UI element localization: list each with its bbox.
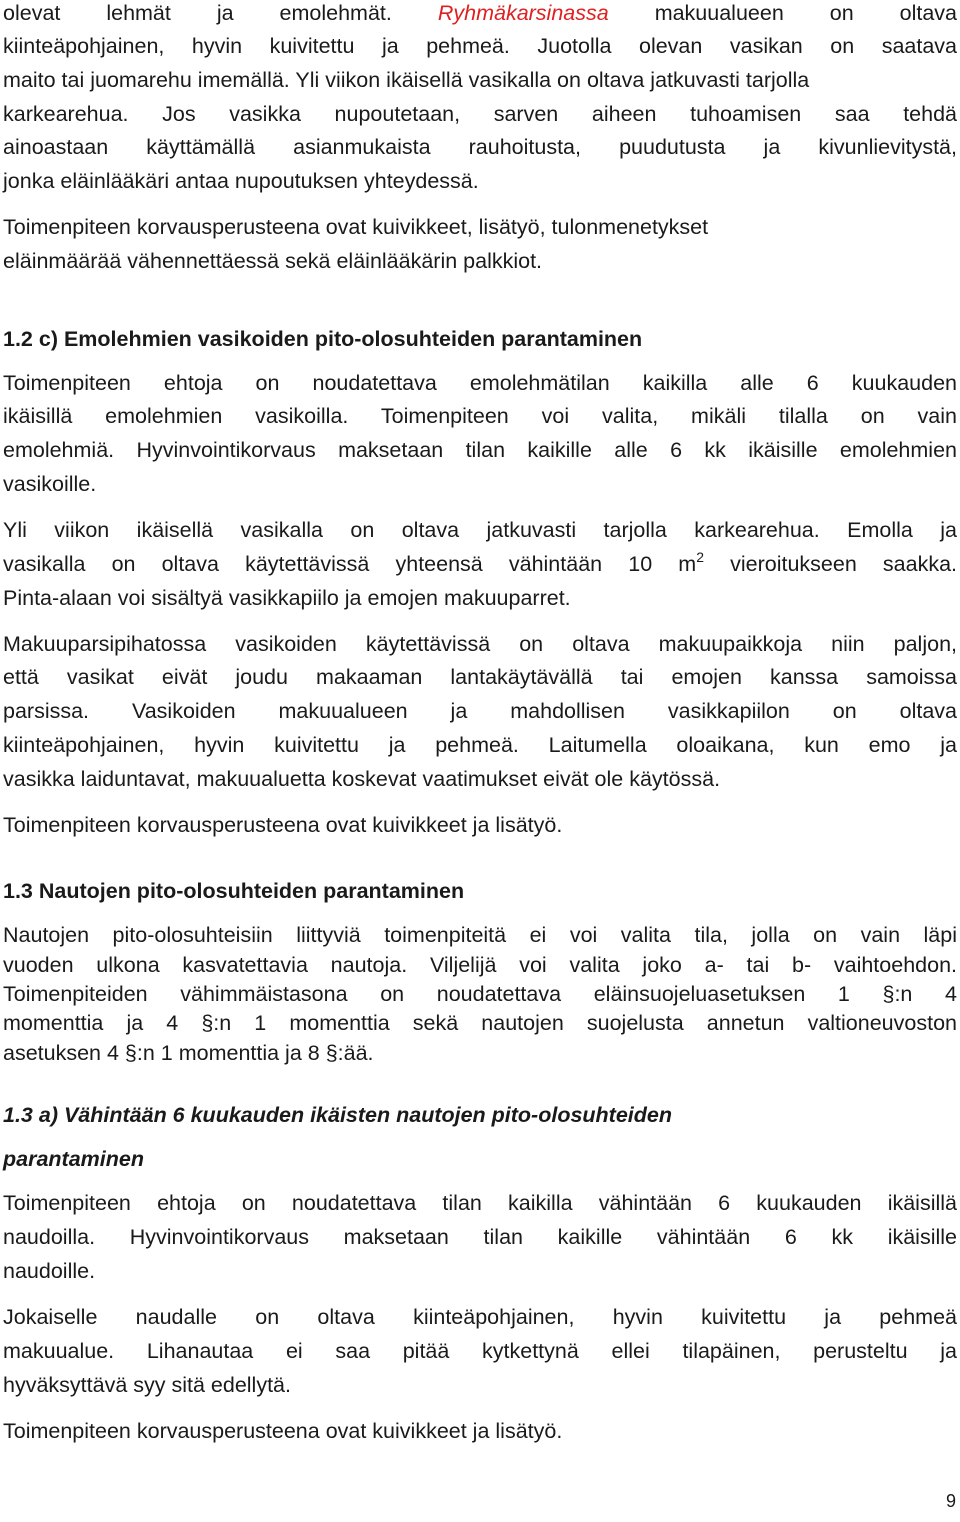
paragraph-line: asetuksen 4 §:n 1 momenttia ja 8 §:ää. <box>3 1041 374 1065</box>
paragraph-line: makuualue. Lihanautaa ei saa pitää kytkettynä ellei tilapäinen, perusteltu ja <box>3 1339 957 1363</box>
superscript: 2 <box>696 549 704 565</box>
paragraph-line: naudoille. <box>3 1259 96 1283</box>
text-span: vieroitukseen saakka. <box>703 552 957 576</box>
text-span: olevat lehmät ja emolehmät. <box>3 1 392 25</box>
paragraph-line: vuoden ulkona kasvatettavia nautoja. Viljelijä voi valita joko a- tai b- vaihtoehdon. <box>3 953 957 977</box>
paragraph-line: naudoilla. Hyvinvointikorvaus maksetaan tilan kaikille vähintään 6 kk ikäisille <box>3 1225 957 1249</box>
paragraph-line: hyväksyttävä syy sitä edellytä. <box>3 1373 291 1397</box>
paragraph-line: Jokaiselle naudalle on oltava kiinteäpohjainen, hyvin kuivitettu ja pehmeä <box>3 1305 957 1329</box>
paragraph-line: Toimenpiteiden vähimmäistasona on noudatettava eläinsuojeluasetuksen 1 §:n 4 <box>3 982 957 1006</box>
text-span: makuualueen on oltava <box>654 1 957 25</box>
paragraph-line <box>3 547 957 581</box>
paragraph-line: Nautojen pito-olosuhteisiin liittyviä toimenpiteitä ei voi valita tila, jolla on vain läpi <box>3 923 957 947</box>
paragraph-line: vasikka laiduntavat, makuualuetta koskevat vaatimukset eivät ole käytössä. <box>3 767 721 791</box>
paragraph-line: Toimenpiteen ehtoja on noudatettava tilan kaikilla vähintään 6 kuukauden ikäisillä <box>3 1191 957 1215</box>
paragraph-line: Pinta-alaan voi sisältyä vasikkapiilo ja emojen makuuparret. <box>3 586 571 610</box>
paragraph-line: momenttia ja 4 §:n 1 momenttia sekä nautojen suojelusta annetun valtioneuvoston <box>3 1011 957 1035</box>
section-heading-continued: parantaminen <box>3 1147 144 1171</box>
paragraph-line: jonka eläinlääkäri antaa nupoutuksen yhteydessä. <box>3 169 479 193</box>
paragraph-line: Toimenpiteen korvausperusteena ovat kuivikkeet ja lisätyö. <box>3 1419 563 1443</box>
section-heading: 1.3 a) Vähintään 6 kuukauden ikäisten nautojen pito-olosuhteiden <box>3 1103 672 1127</box>
paragraph-line: Toimenpiteen ehtoja on noudatettava emolehmätilan kaikilla alle 6 kuukauden <box>3 371 957 395</box>
paragraph-line: kiinteäpohjainen, hyvin kuivitettu ja pehmeä. Juotolla olevan vasikan on saatava <box>3 34 957 58</box>
paragraph-line: karkearehua. Jos vasikka nupoutetaan, sarven aiheen tuhoamisen saa tehdä <box>3 102 957 126</box>
paragraph-line: Toimenpiteen korvausperusteena ovat kuivikkeet ja lisätyö. <box>3 813 563 837</box>
section-heading: 1.2 c) Emolehmien vasikoiden pito-olosuhteiden parantaminen <box>3 327 643 351</box>
paragraph-line: maito tai juomarehu imemällä. Yli viikon ikäisellä vasikalla on oltava jatkuvasti tarjolla <box>3 68 810 92</box>
paragraph-line <box>3 0 957 30</box>
italic-red-term: Ryhmäkarsinassa <box>437 1 609 25</box>
paragraph-line: että vasikat eivät joudu makaaman lantakäytävällä tai emojen kanssa samoissa <box>3 665 957 689</box>
paragraph-line: Makuuparsipihatossa vasikoiden käytettävissä on oltava makuupaikkoja niin paljon, <box>3 632 957 656</box>
section-heading: 1.3 Nautojen pito-olosuhteiden parantaminen <box>3 879 465 903</box>
paragraph-line: Yli viikon ikäisellä vasikalla on oltava jatkuvasti tarjolla karkearehua. Emolla ja <box>3 518 957 542</box>
paragraph-line: Toimenpiteen korvausperusteena ovat kuivikkeet, lisätyö, tulonmenetykset <box>3 215 709 239</box>
paragraph-line: kiinteäpohjainen, hyvin kuivitettu ja pehmeä. Laitumella oloaikana, kun emo ja <box>3 733 957 757</box>
paragraph-line: emolehmiä. Hyvinvointikorvaus maksetaan tilan kaikille alle 6 kk ikäisille emolehmien <box>3 438 957 462</box>
paragraph-line: parsissa. Vasikoiden makuualueen ja mahdollisen vasikkapiilon on oltava <box>3 699 957 723</box>
paragraph-line: vasikoille. <box>3 472 97 496</box>
page-number: 9 <box>945 1491 956 1511</box>
paragraph-line: eläinmäärää vähennettäessä sekä eläinlääkärin palkkiot. <box>3 249 543 273</box>
text-span: vasikalla on oltava käytettävissä yhteensä vähintään 10 m <box>3 552 697 576</box>
paragraph-line: ikäisillä emolehmien vasikoilla. Toimenpiteen voi valita, mikäli tilalla on vain <box>3 404 957 428</box>
paragraph-line: ainoastaan käyttämällä asianmukaista rauhoitusta, puudutusta ja kivunlievitystä, <box>3 135 957 159</box>
